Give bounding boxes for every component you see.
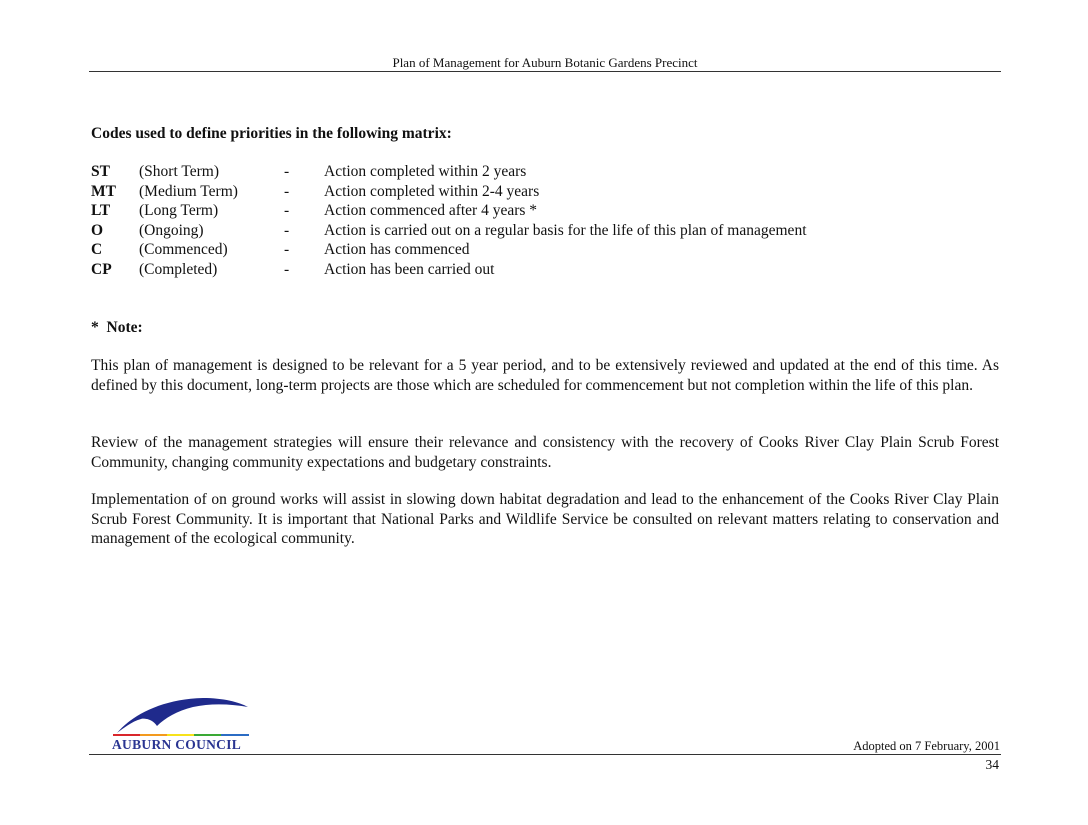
code-description: Action has commenced [324, 241, 470, 258]
code-dash: - [284, 163, 290, 180]
auburn-council-logo [111, 694, 253, 754]
code-dash: - [284, 221, 290, 239]
code-description: Action has been carried out [324, 260, 495, 278]
logo-text: AUBURN COUNCIL [112, 737, 242, 752]
code: LT [91, 202, 111, 219]
code: CP [91, 260, 112, 278]
bird-icon [117, 698, 248, 733]
code-label: (Commenced) [139, 241, 228, 258]
header-rule [89, 71, 1001, 72]
note-heading: * Note: [91, 319, 143, 336]
code-label: (Ongoing) [139, 221, 204, 239]
code-description: Action completed within 2-4 years [324, 182, 540, 200]
code-label: (Long Term) [139, 202, 219, 219]
codes-heading: Codes used to define priorities in the following matrix: [91, 125, 452, 142]
code-dash: - [284, 202, 290, 219]
header-title: Plan of Management for Auburn Botanic Gardens Precinct [392, 55, 698, 70]
note-paragraph-1: This plan of management is designed to be relevant for a 5 year period, and to be extensively reviewed and updated at the end of this time. As defined by this document, long-term projects are those which are scheduled for commencement but not completion within the life of this plan. [91, 357, 999, 394]
code-label: (Completed) [139, 260, 218, 278]
code: MT [91, 182, 116, 200]
footer-rule [89, 754, 1001, 755]
code: C [91, 241, 103, 258]
code-description: Action completed within 2 years [324, 163, 527, 180]
code: O [91, 221, 104, 239]
code-description: Action commenced after 4 years * [324, 202, 538, 219]
code: ST [91, 163, 110, 180]
code-dash: - [284, 182, 290, 200]
note-paragraph-2: Review of the management strategies will ensure their relevance and consistency with the recovery of Cooks River Clay Plain Scrub Forest Community, changing community expectations and budgetary constraints. [91, 434, 999, 471]
code-label: (Short Term) [139, 163, 219, 180]
code-description: Action is carried out on a regular basis for the life of this plan of management [324, 221, 807, 239]
page-number: 34 [985, 757, 999, 772]
code-dash: - [284, 241, 290, 258]
code-label: (Medium Term) [139, 182, 238, 200]
adopted-date: Adopted on 7 February, 2001 [853, 739, 1000, 753]
code-dash: - [284, 260, 290, 278]
note-paragraph-3: Implementation of on ground works will assist in slowing down habitat degradation and lead to the enhancement of the Cooks River Clay Plain Scrub Forest Community. It is important that National Parks and Wildlife Service be consulted on relevant matters relating to conservation and management of the ecological community. [91, 491, 999, 547]
